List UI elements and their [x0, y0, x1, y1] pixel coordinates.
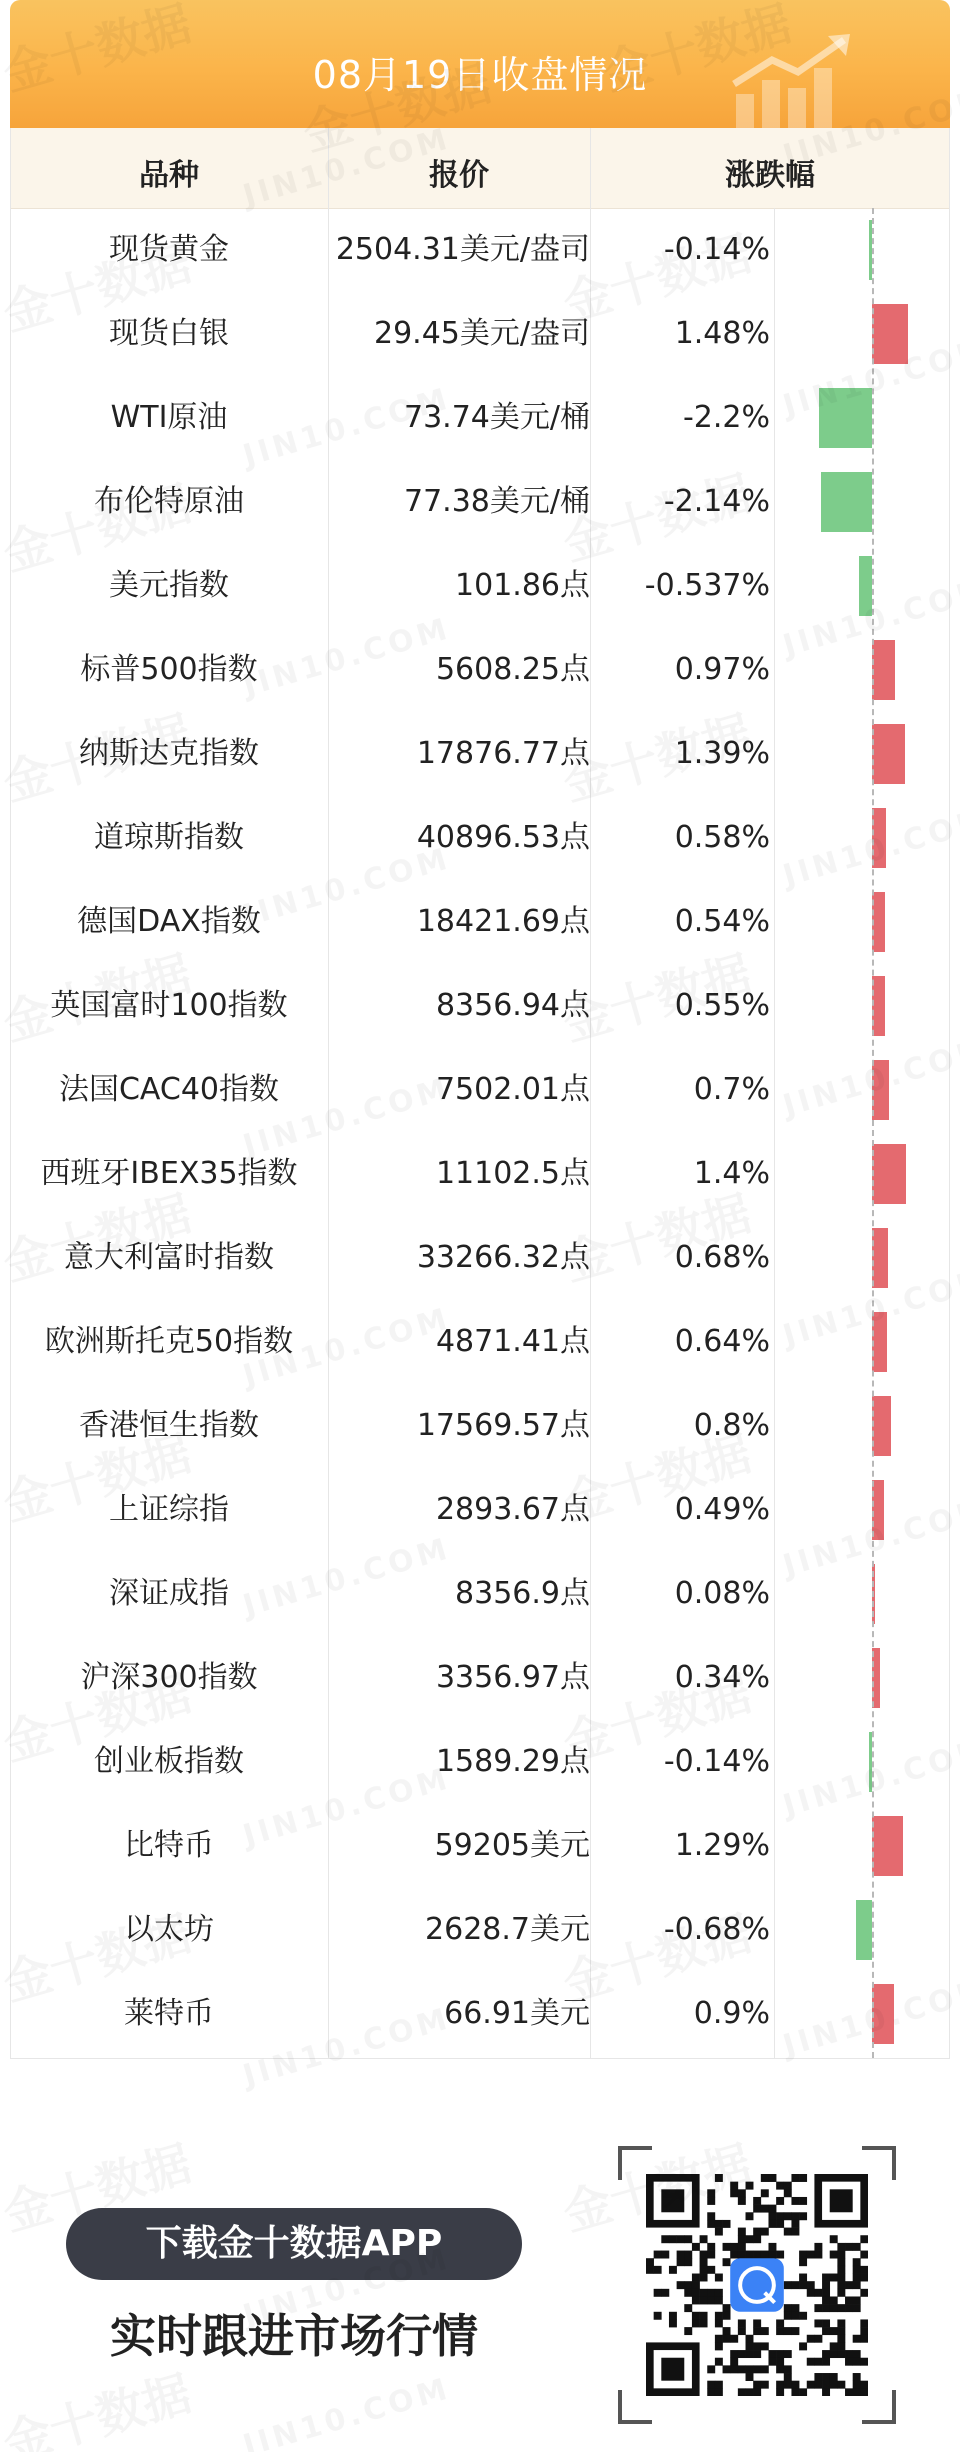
instrument-change: -2.2%	[682, 400, 770, 435]
instrument-change: -0.14%	[663, 232, 770, 267]
instrument-price: 101.86点	[455, 568, 590, 603]
instrument-change: 0.08%	[674, 1576, 770, 1611]
instrument-change: 0.97%	[674, 652, 770, 687]
instrument-change: 0.9%	[693, 1996, 770, 2031]
instrument-price: 40896.53点	[416, 820, 590, 855]
table-row	[10, 1804, 950, 1888]
change-bar-down	[856, 1900, 872, 1960]
column-header-change: 涨跌幅	[725, 158, 815, 193]
instrument-change: 1.39%	[674, 736, 770, 771]
instrument-change: -0.68%	[663, 1912, 770, 1947]
instrument-price: 2628.7美元	[425, 1912, 590, 1947]
instrument-change: -0.537%	[644, 568, 770, 603]
table-row	[10, 1384, 950, 1468]
instrument-price: 1589.29点	[435, 1744, 590, 1779]
column-header-name: 品种	[139, 158, 199, 193]
instrument-change: 0.49%	[674, 1492, 770, 1527]
change-bar-up	[872, 1312, 887, 1372]
instrument-price: 29.45美元/盎司	[374, 316, 590, 351]
table-row	[10, 376, 950, 460]
change-bar-up	[872, 1984, 894, 2044]
instrument-name: 现货白银	[109, 316, 229, 351]
instrument-price: 3356.97点	[435, 1660, 590, 1695]
instrument-price: 33266.32点	[416, 1240, 590, 1275]
instrument-price: 8356.9点	[455, 1576, 590, 1611]
instrument-change: 0.55%	[674, 988, 770, 1023]
promo-subtitle: 实时跟进市场行情	[110, 2309, 478, 2363]
instrument-name: 创业板指数	[94, 1744, 244, 1779]
instrument-price: 18421.69点	[416, 904, 590, 939]
table-row	[10, 292, 950, 376]
table-row	[10, 208, 950, 292]
table-row	[10, 796, 950, 880]
instrument-price: 59205美元	[434, 1828, 590, 1863]
table-row	[10, 712, 950, 796]
change-bar-up	[872, 1060, 889, 1120]
instrument-price: 11102.5点	[435, 1156, 590, 1191]
instrument-name: 上证综指	[109, 1492, 229, 1527]
table-row	[10, 1552, 950, 1636]
table-row	[10, 1720, 950, 1804]
change-bar-up	[872, 808, 886, 868]
instrument-name: 意大利富时指数	[64, 1240, 274, 1275]
table-row	[10, 1888, 950, 1972]
instrument-price: 5608.25点	[435, 652, 590, 687]
table-row	[10, 544, 950, 628]
table-row	[10, 628, 950, 712]
instrument-change: 0.8%	[693, 1408, 770, 1443]
chart-zero-line	[872, 208, 874, 2058]
table-row	[10, 1132, 950, 1216]
instrument-name: 以太坊	[124, 1912, 214, 1947]
instrument-change: 0.64%	[674, 1324, 770, 1359]
watermark-text	[0, 2355, 198, 2452]
instrument-name: 比特币	[124, 1828, 214, 1863]
instrument-change: -2.14%	[663, 484, 770, 519]
instrument-price: 73.74美元/桶	[404, 400, 590, 435]
page-title: 08月19日收盘情况	[312, 53, 648, 97]
instrument-change: 0.54%	[674, 904, 770, 939]
table-row	[10, 460, 950, 544]
instrument-price: 17569.57点	[416, 1408, 590, 1443]
change-bar-down	[821, 472, 872, 532]
change-bar-up	[872, 1144, 906, 1204]
instrument-change: 0.68%	[674, 1240, 770, 1275]
instrument-price: 4871.41点	[435, 1324, 590, 1359]
instrument-name: 布伦特原油	[94, 484, 244, 519]
instrument-change: 0.58%	[674, 820, 770, 855]
instrument-name: 现货黄金	[109, 232, 229, 267]
instrument-price: 8356.94点	[435, 988, 590, 1023]
column-header-price: 报价	[429, 158, 489, 193]
change-bar-down	[859, 556, 872, 616]
market-close-card	[10, 0, 950, 2058]
instrument-name: 标普500指数	[80, 652, 258, 687]
qr-code-icon[interactable]	[618, 2146, 896, 2424]
table-row	[10, 1300, 950, 1384]
instrument-change: 0.34%	[674, 1660, 770, 1695]
trend-up-icon	[728, 32, 858, 128]
change-bar-up	[872, 724, 905, 784]
download-app-button[interactable]: 下载金十数据APP	[66, 2208, 522, 2280]
qr-code-pattern	[646, 2174, 868, 2396]
instrument-name: 沪深300指数	[80, 1660, 258, 1695]
instrument-name: 纳斯达克指数	[79, 736, 259, 771]
instrument-name: 法国CAC40指数	[58, 1072, 280, 1107]
table-row	[10, 964, 950, 1048]
table-row	[10, 1216, 950, 1300]
change-bar-up	[872, 640, 895, 700]
instrument-change: 0.7%	[693, 1072, 770, 1107]
instrument-name: 道琼斯指数	[94, 820, 244, 855]
table-row	[10, 1048, 950, 1132]
change-bar-up	[872, 304, 908, 364]
table-row	[10, 1636, 950, 1720]
instrument-name: 德国DAX指数	[77, 904, 261, 939]
table-row	[10, 880, 950, 964]
instrument-change: 1.48%	[674, 316, 770, 351]
instrument-price: 7502.01点	[435, 1072, 590, 1107]
instrument-change: 1.4%	[693, 1156, 770, 1191]
change-bar-up	[872, 1228, 888, 1288]
instrument-name: 英国富时100指数	[50, 988, 288, 1023]
instrument-name: 欧洲斯托克50指数	[44, 1324, 294, 1359]
table-row	[10, 1468, 950, 1552]
header-bar	[10, 0, 950, 128]
table-row	[10, 1972, 950, 2056]
instrument-price: 77.38美元/桶	[404, 484, 590, 519]
instrument-price: 66.91美元	[444, 1996, 590, 2031]
instrument-price: 17876.77点	[416, 736, 590, 771]
instrument-change: 1.29%	[674, 1828, 770, 1863]
instrument-change: -0.14%	[663, 1744, 770, 1779]
instrument-price: 2893.67点	[435, 1492, 590, 1527]
instrument-name: 美元指数	[109, 568, 229, 603]
instrument-name: 香港恒生指数	[79, 1408, 259, 1443]
watermark-text	[239, 2371, 454, 2452]
instrument-name: 莱特币	[124, 1996, 214, 2031]
instrument-price: 2504.31美元/盎司	[335, 232, 590, 267]
change-bar-up	[872, 1396, 891, 1456]
change-bar-down	[819, 388, 872, 448]
change-bar-up	[872, 1816, 903, 1876]
instrument-name: 深证成指	[109, 1576, 229, 1611]
instrument-name: WTI原油	[110, 400, 228, 435]
instrument-name: 西班牙IBEX35指数	[40, 1156, 298, 1191]
